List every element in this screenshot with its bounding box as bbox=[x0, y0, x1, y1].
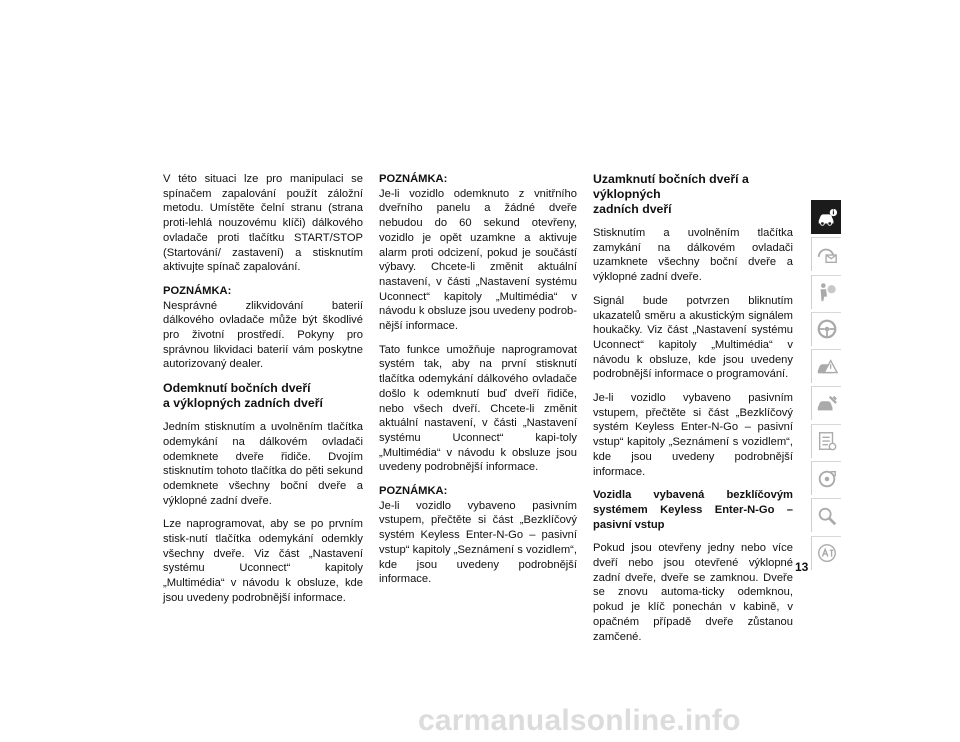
heading-unlock-doors bbox=[163, 381, 363, 411]
tab-index[interactable] bbox=[811, 536, 841, 570]
paragraph-keyless-lock: Pokud jsou otevřeny jedny nebo více dveří nebo jsou otevřené výklopné zadní dveře, dveře se zamknou. Dveře se znovu automa-ticky odemknou, pokud je klíč ponechán v kabině, v opačném případě dveře zůstanou zamčené. bbox=[593, 542, 793, 643]
note-title: POZNÁMKA: bbox=[379, 173, 448, 185]
paragraph-unlock-press: Jedním stisknutím a uvolněním tlačítka odemykání na dálkovém ovladači odemknete dveře řidiče. Dvojím stisknutím tohoto tlačítka do pěti sekund odemknete všechny boční dveře a výklopné zadní dveře. bbox=[163, 421, 363, 507]
paragraph-unlock-programming: Lze naprogramovat, aby se po prvním stisk-nutí tlačítka odemykání odemkly všechny dveře. Viz část „Nastavení systému Uconnect“ kapitoly „Multimédia“ v návodu k obsluze, kde jsou uvedeny podrobnější informace. bbox=[163, 518, 363, 604]
car-warning-icon bbox=[816, 356, 838, 378]
specifications-list-icon bbox=[816, 430, 838, 452]
note-title: POZNÁMKA: bbox=[379, 485, 448, 498]
car-service-icon bbox=[816, 393, 838, 415]
page-number: 13 bbox=[795, 560, 809, 574]
tab-car-info[interactable] bbox=[811, 200, 841, 234]
tab-safety[interactable] bbox=[811, 275, 841, 309]
tab-multimedia[interactable] bbox=[811, 461, 841, 495]
heading-lock-doors bbox=[593, 172, 793, 217]
note-battery-disposal: Nesprávné zlikvidování baterií dálkového ovladače může být škodlivé pro životní prostředí. Pokyny pro správnou likvidaci baterií vám poskytne autorizovaný dealer. bbox=[163, 299, 363, 371]
paragraph-lock-signal: Signál bude potvrzen bliknutím ukazatelů směru a akustickým signálem houkačky. Viz část „Nastavení systému Uconnect“ kapitoly „Multimédia“ v návodu k obsluze, kde jsou uvedeny podrobnější informace o programování. bbox=[593, 294, 793, 381]
paragraph-lock-press: Stisknutím a uvolněním tlačítka zamykání na dálkovém ovladači uzamknete všechny boční dveře a výklopné zadní dveře. bbox=[593, 227, 793, 284]
tab-warning[interactable] bbox=[811, 349, 841, 383]
middle-column bbox=[379, 172, 577, 596]
index-language-icon bbox=[816, 542, 838, 564]
note-auto-relock: Je-li vozidlo odemknuto z vnitřního dveřního panelu a žádné dveře nebudou do 60 sekund otevřeny, vozidlo je opět uzamkne a aktivuje alarm proti odcizení, pokud je součástí výbavy. Chcete-li změnit aktuální nastavení, v části „Nastavení systému Uconnect“ kapitoly „Multimédia“ v návodu k obsluze jsou uvedeny podrob-nější informace. bbox=[379, 187, 577, 333]
tab-service[interactable] bbox=[811, 386, 841, 420]
heading-line: a výklopných zadních dveří bbox=[163, 396, 323, 411]
tab-specifications[interactable] bbox=[811, 424, 841, 458]
search-magnifier-icon bbox=[816, 505, 838, 527]
paragraph-backup-ignition: V této situaci lze pro manipulaci se spínačem zapalování použít záložní metodu. Umístěte čelní stranu (strana proti-lehlá nouzovému klíči) dálkového ovladače proti tlačítku START/STOP (Startování/ zastavení) a stisknutím aktivujte spínač zapalování. bbox=[163, 173, 363, 274]
note-passive-entry: Je-li vozidlo vybaveno pasivním vstupem, přečtěte si část „Bezklíčový systém Keyless Enter-N-Go – pasivní vstup“ kapitoly „Seznámení s vozidlem“, kde jsou uvedeny podrobnější informace. bbox=[379, 499, 577, 586]
steering-wheel-icon bbox=[816, 318, 838, 340]
right-column bbox=[593, 172, 793, 653]
heading-line: Uzamknutí bočních dveří a výklopných bbox=[593, 172, 749, 201]
note-title: POZNÁMKA: bbox=[163, 284, 232, 297]
airbag-safety-icon bbox=[816, 281, 838, 303]
paragraph-lock-passive: Je-li vozidlo vybaveno pasivním vstupem, přečtěte si část „Bezklíčový systém Keyless Enter-N-Go – pasivní vstup“ kapitoly „Seznámení s vozidlem“, kde jsou uvedeny podrobnější informace. bbox=[593, 392, 793, 478]
tab-search[interactable] bbox=[811, 498, 841, 532]
subheading-keyless-enter: Vozidla vybavená bezklíčovým systémem Keyless Enter-N-Go – pasivní vstup bbox=[593, 489, 793, 531]
heading-line: zadních dveří bbox=[593, 202, 672, 216]
heading-line: Odemknutí bočních dveří bbox=[163, 381, 311, 396]
paragraph-program-unlock: Tato funkce umožňuje naprogramovat systém tak, aby na první stisknutí tlačítka odemykání dálkového ovladače došlo k odemknutí buď dveří řidiče, nebo všech dveří. Chcete-li změnit aktuální nastavení, v části „Nastavení systému Uconnect“ kapi-toly „Multimédia“ v návodu k obsluze jsou uvedeny podrobnější informace. bbox=[379, 343, 577, 474]
car-info-icon bbox=[816, 207, 838, 229]
dashboard-message-icon bbox=[816, 244, 838, 266]
left-column bbox=[163, 172, 363, 615]
tab-dashboard[interactable] bbox=[811, 237, 841, 271]
chapter-tabs bbox=[811, 200, 841, 573]
tab-steering[interactable] bbox=[811, 312, 841, 346]
watermark: carmanualsonline.info bbox=[418, 704, 741, 737]
multimedia-disc-icon bbox=[816, 468, 838, 490]
